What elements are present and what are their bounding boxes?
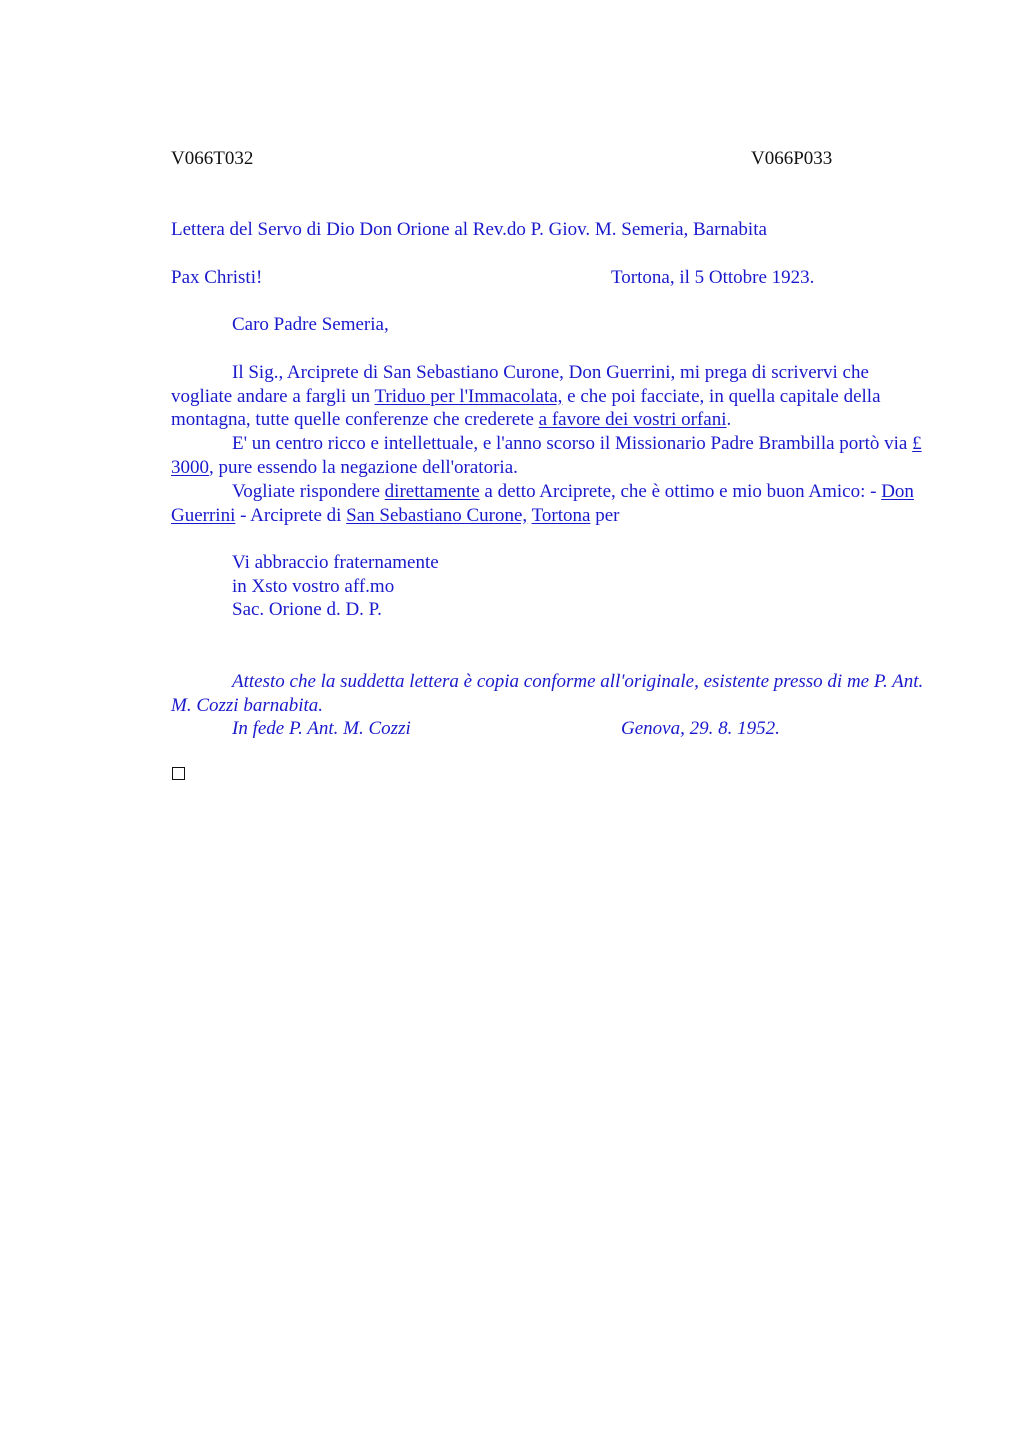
pax-christi: Pax Christi!	[171, 267, 263, 288]
underlined-phrase: direttamente	[384, 481, 480, 502]
underlined-place: Tortona	[531, 504, 591, 526]
underlined-place: San Sebastiano Curone,	[346, 504, 528, 526]
greeting: Caro Padre Semeria,	[232, 314, 389, 335]
body-paragraph-3: Vogliate rispondere direttamente a detto Arciprete, che è ottimo e mio buon Amico: - Don Guerrini - Arciprete di San Sebastiano Curone, Tortona per	[171, 481, 914, 526]
underlined-phrase: a favore dei vostri orfani	[538, 409, 727, 430]
underlined-amount: £ 3000	[171, 433, 922, 478]
underlined-name: Don Guerrini	[171, 481, 914, 526]
document-code-right: V066P033	[751, 148, 833, 169]
body-paragraph-2: E' un centro ricco e intellettuale, e l'anno scorso il Missionario Padre Brambilla portò via £ 3000, pure essendo la negazione dell'oratoria.	[171, 433, 922, 478]
closing-line-2: in Xsto vostro aff.mo	[232, 576, 395, 597]
attestation-signature: In fede P. Ant. M. Cozzi	[232, 718, 411, 739]
signature: Sac. Orione d. D. P.	[232, 599, 382, 620]
body-paragraph-1: Il Sig., Arciprete di San Sebastiano Curone, Don Guerrini, mi prega di scrivervi che vogliate andare a fargli un Triduo per l'Immacolata, e che poi facciate, in quella capitale della montagna, tutte quelle conferenze che crederete a favore dei vostri orfani.	[171, 362, 881, 430]
attestation-text: Attesto che la suddetta lettera è copia conforme all'originale, esistente presso di me P. Ant. M. Cozzi barnabita.	[171, 671, 924, 716]
letter-title: Lettera del Servo di Dio Don Orione al Rev.do P. Giov. M. Semeria, Barnabita	[171, 219, 767, 240]
checkbox-square-icon	[172, 767, 185, 780]
place-date: Tortona, il 5 Ottobre 1923.	[611, 267, 815, 288]
underlined-phrase: Triduo per l'Immacolata,	[374, 385, 563, 407]
attestation-place-date: Genova, 29. 8. 1952.	[621, 718, 780, 739]
document-code-left: V066T032	[171, 148, 254, 169]
closing-line-1: Vi abbraccio fraternamente	[232, 552, 439, 573]
